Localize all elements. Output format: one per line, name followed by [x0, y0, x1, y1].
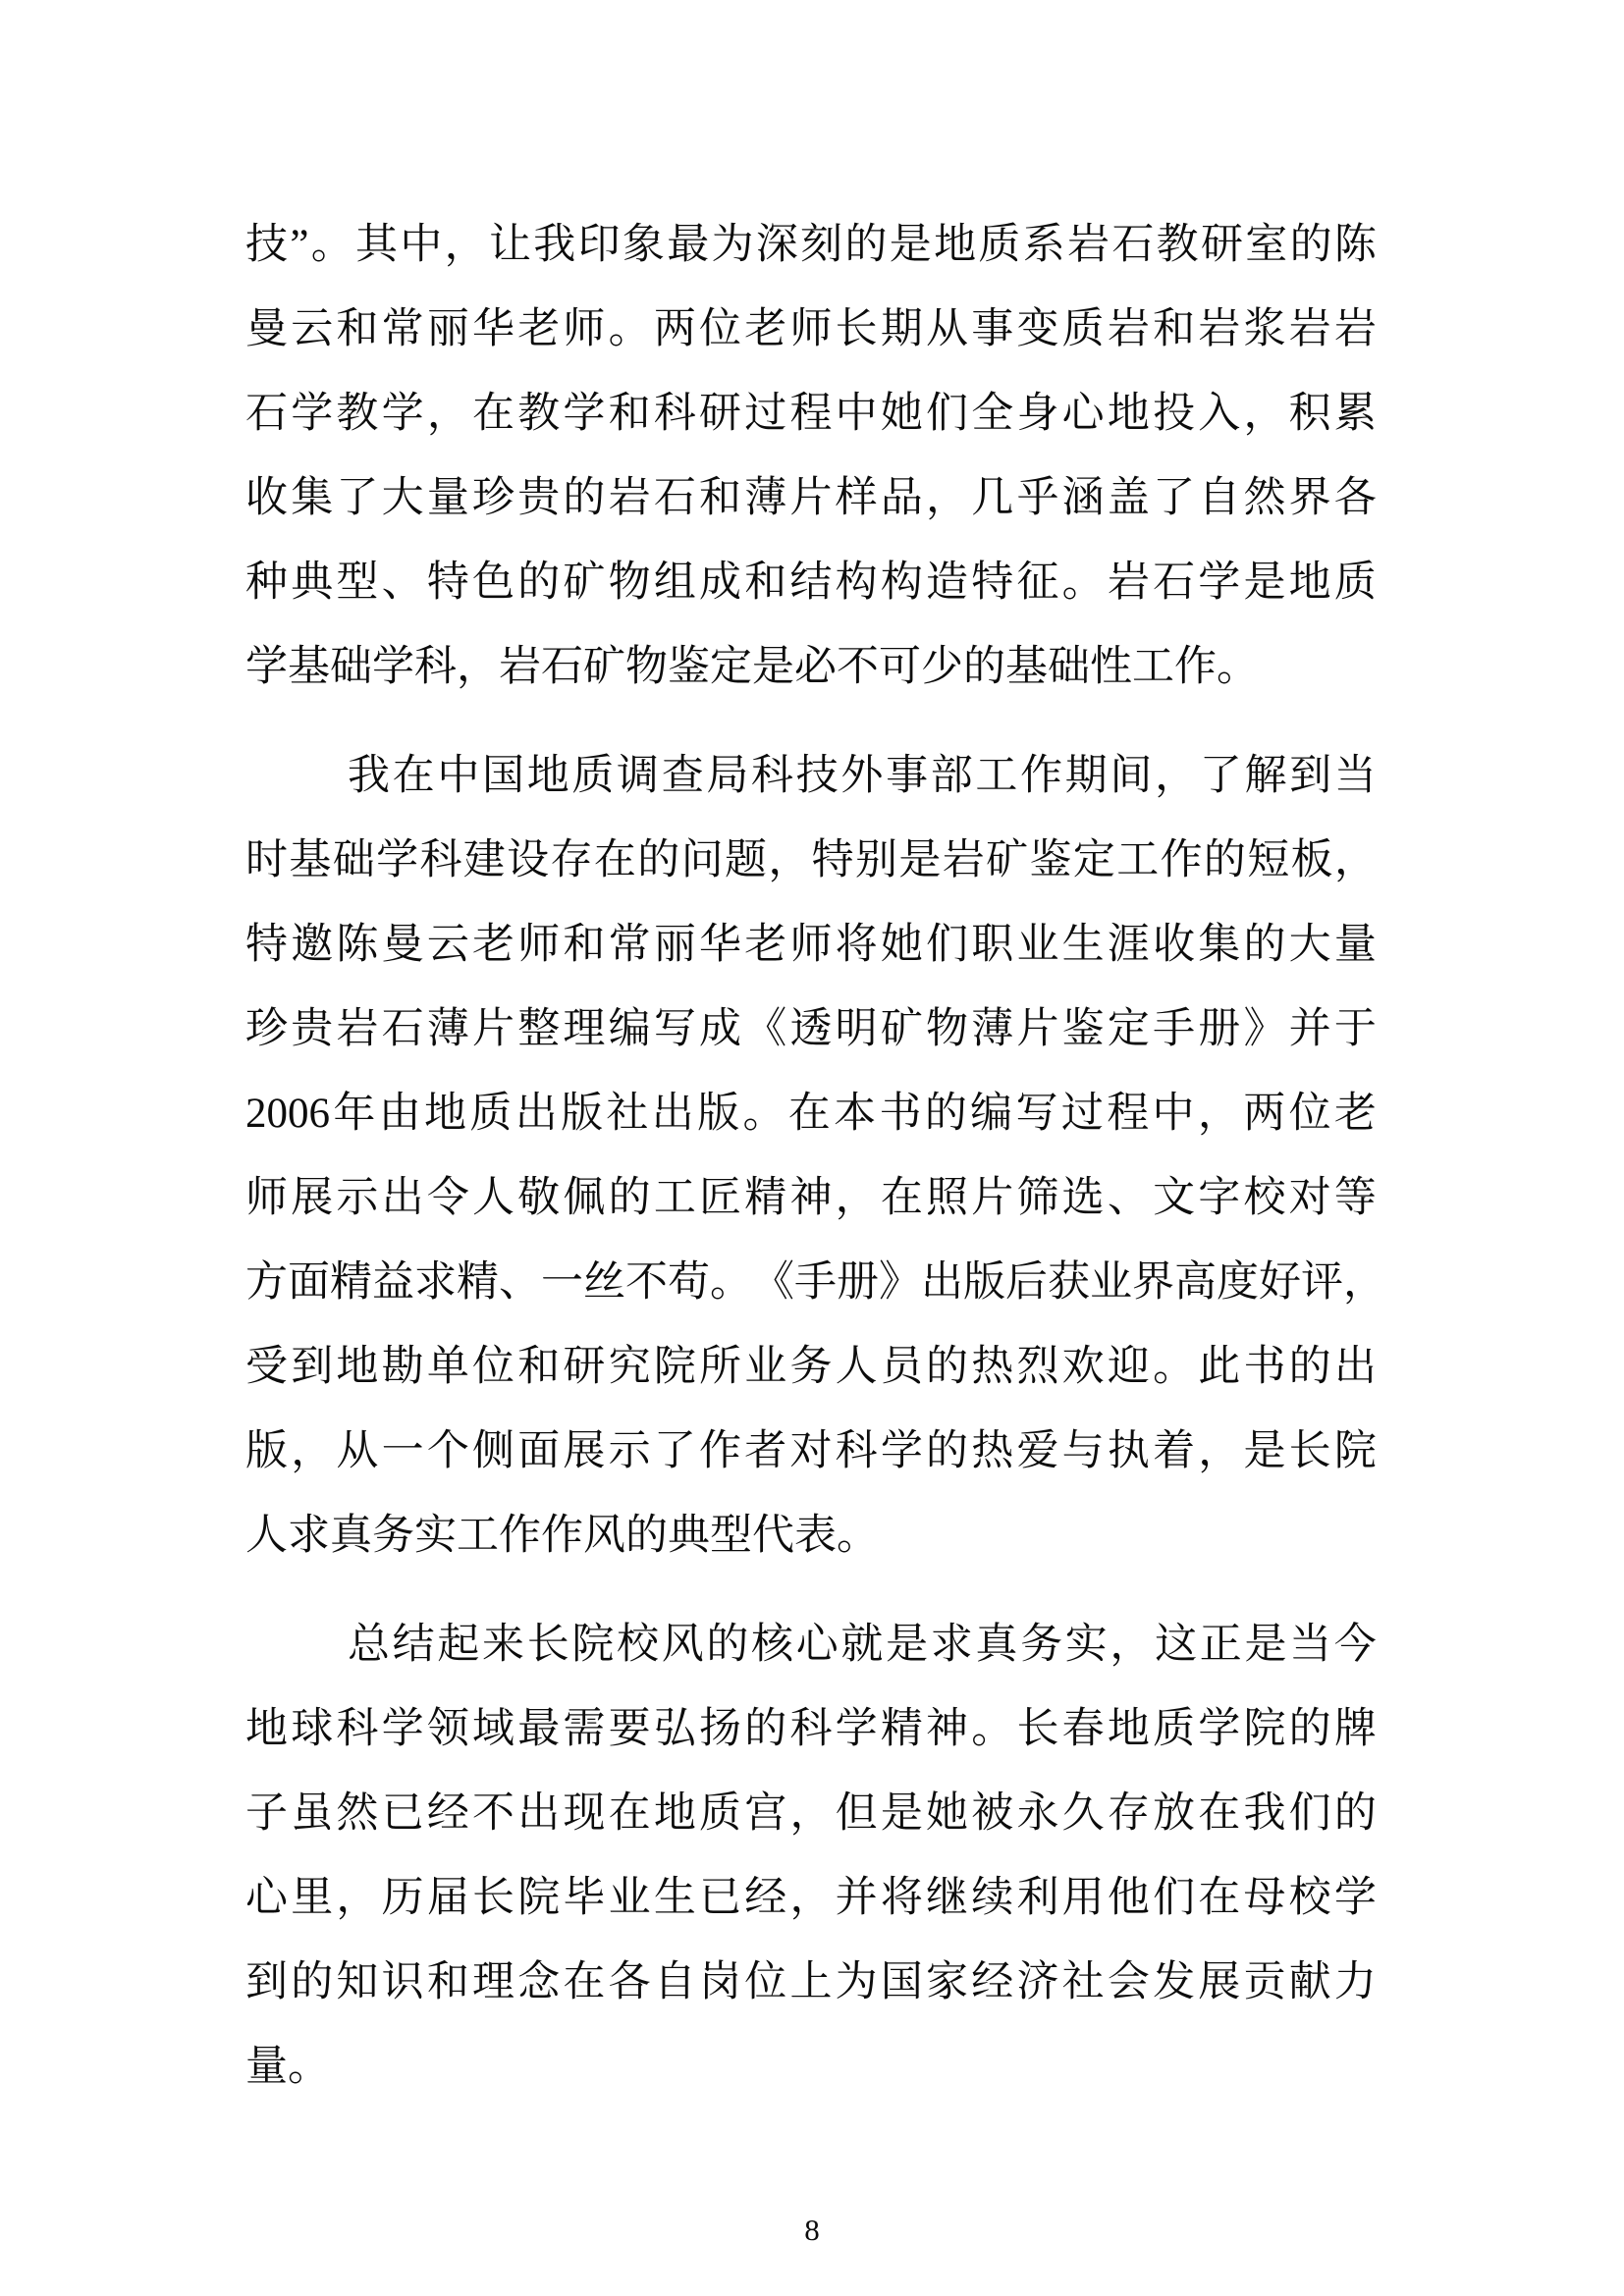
text-line: 技 ” 。 其 中 ， 让 我 印 象 最 为 深 刻 的 是 地 质 系 岩 石 教 研 室 的 陈 — [245, 222, 1377, 268]
text-line: 学基础学科，岩石矿物鉴定是必不可少的基础性工作。 — [245, 644, 1259, 690]
paragraph — [245, 203, 1377, 710]
text-line: 石 学 教 学 ， 在 教 学 和 科 研 过 程 中 她 们 全 身 心 地 投 入 ， 积 累 — [245, 391, 1377, 437]
text-line: 2006 年 由 地 质 出 版 社 出 版 。 在 本 书 的 编 写 过 程 中 ， 两 位 老 — [245, 1091, 1377, 1137]
text-line: 总 结 起 来 长 院 校 风 的 核 心 就 是 求 真 务 实 ， 这 正 是 当 今 — [348, 1622, 1377, 1668]
paragraph — [245, 734, 1385, 1578]
text-line: 时 基 础 学 科 建 设 存 在 的 问 题 ， 特 别 是 岩 矿 鉴 定 工 作 的 短 板 ， — [245, 837, 1377, 883]
body-text — [245, 203, 1385, 2109]
text-line: 珍 贵 岩 石 薄 片 整 理 编 写 成 《 透 明 矿 物 薄 片 鉴 定 手 册 》 并 于 — [245, 1006, 1377, 1052]
text-line: 收 集 了 大 量 珍 贵 的 岩 石 和 薄 片 样 品 ， 几 乎 涵 盖 了 自 然 界 各 — [245, 475, 1377, 521]
text-line: 曼 云 和 常 丽 华 老 师 。 两 位 老 师 长 期 从 事 变 质 岩 和 岩 浆 岩 岩 — [245, 306, 1377, 352]
text-line: 地 球 科 学 领 域 最 需 要 弘 扬 的 科 学 精 神 。 长 春 地 质 学 院 的 牌 — [245, 1706, 1377, 1752]
text-line: 量。 — [245, 2044, 330, 2090]
text-line: 到 的 知 识 和 理 念 在 各 自 岗 位 上 为 国 家 经 济 社 会 发 展 贡 献 力 — [245, 1959, 1377, 2005]
text-line: 人求真务实工作作风的典型代表。 — [245, 1513, 879, 1559]
page-number: 8 — [804, 2213, 820, 2247]
paragraph — [245, 1603, 1377, 2109]
text-line: 方 面 精 益 求 精 、 一 丝 不 苟 。 《 手 册 》 出 版 后 获 业 界 高 度 好 评 ， — [245, 1259, 1385, 1306]
text-line: 种 典 型 、 特 色 的 矿 物 组 成 和 结 构 构 造 特 征 。 岩 石 学 是 地 质 — [245, 560, 1377, 606]
text-line: 师 展 示 出 令 人 敬 佩 的 工 匠 精 神 ， 在 照 片 筛 选 、 文 字 校 对 等 — [245, 1175, 1377, 1221]
text-line: 子 虽 然 已 经 不 出 现 在 地 质 宫 ， 但 是 她 被 永 久 存 放 在 我 们 的 — [245, 1790, 1377, 1837]
text-line: 我 在 中 国 地 质 调 查 局 科 技 外 事 部 工 作 期 间 ， 了 解 到 当 — [348, 753, 1377, 799]
text-line: 受 到 地 勘 单 位 和 研 究 院 所 业 务 人 员 的 热 烈 欢 迎 。 此 书 的 出 — [245, 1344, 1377, 1390]
text-line: 特 邀 陈 曼 云 老 师 和 常 丽 华 老 师 将 她 们 职 业 生 涯 收 集 的 大 量 — [245, 922, 1377, 968]
text-line: 心 里 ， 历 届 长 院 毕 业 生 已 经 ， 并 将 继 续 利 用 他 们 在 母 校 学 — [245, 1875, 1377, 1921]
text-line: 版 ， 从 一 个 侧 面 展 示 了 作 者 对 科 学 的 热 爱 与 执 着 ， 是 长 院 — [245, 1428, 1377, 1474]
